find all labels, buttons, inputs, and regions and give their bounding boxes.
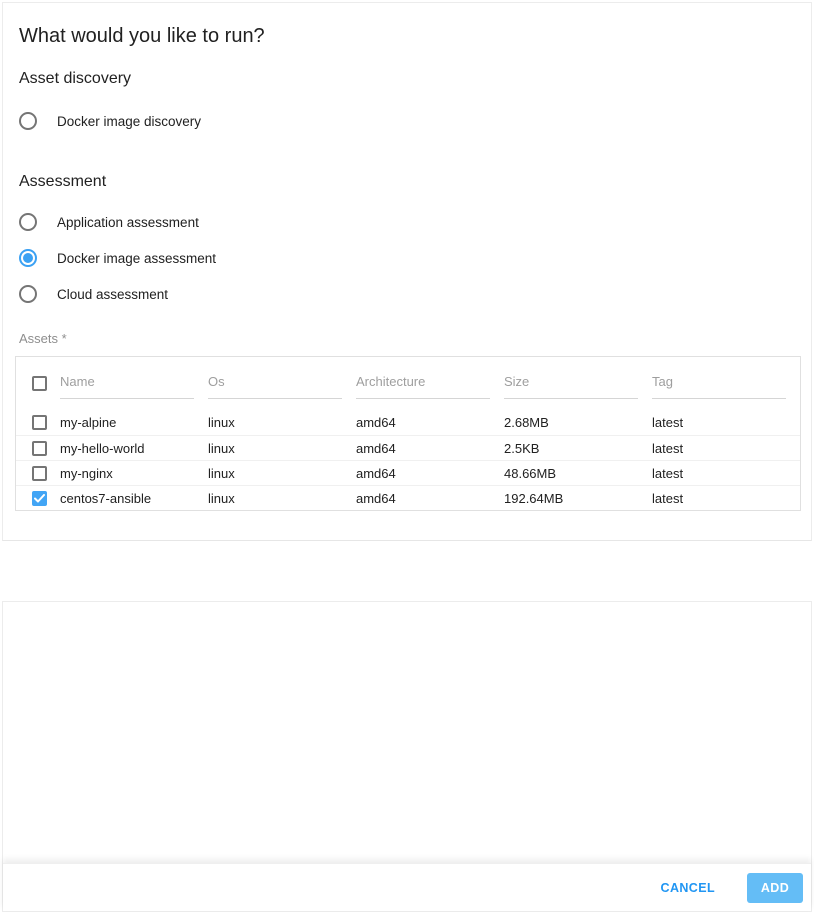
cell-architecture: amd64 <box>356 465 396 481</box>
row-checkbox-cell <box>16 441 60 456</box>
section-heading-asset-discovery: Asset discovery <box>19 70 132 87</box>
table-row-centos7-ansible <box>16 485 800 510</box>
assets-table-header <box>16 357 800 410</box>
select-all-checkbox[interactable] <box>32 376 47 391</box>
select-all-cell <box>16 376 60 391</box>
radio-docker-image-discovery[interactable] <box>19 111 795 131</box>
column-filter-tag[interactable]: Tag <box>652 374 786 399</box>
cell-name: centos7-ansible <box>60 490 152 506</box>
assets-field-label: Assets * <box>19 331 67 346</box>
radio-label: Cloud assessment <box>57 286 169 302</box>
cell-os: linux <box>208 490 235 506</box>
column-filter-os[interactable]: Os <box>208 374 342 399</box>
cell-architecture: amd64 <box>356 440 396 456</box>
radio-label: Application assessment <box>57 214 199 230</box>
cell-architecture: amd64 <box>356 490 396 506</box>
radio-unselected-icon <box>19 112 37 130</box>
row-checkbox-cell <box>16 466 60 481</box>
radio-label: Docker image assessment <box>57 250 217 266</box>
cell-os: linux <box>208 415 235 430</box>
radio-unselected-icon <box>19 285 37 303</box>
cell-tag: latest <box>652 440 684 456</box>
table-row-my-alpine <box>16 410 800 435</box>
column-filter-name[interactable]: Name <box>60 374 194 399</box>
run-dialog <box>2 2 812 541</box>
cell-size: 48.66MB <box>504 465 557 481</box>
cell-tag: latest <box>652 490 684 506</box>
cell-size: 2.68MB <box>504 415 549 430</box>
row-checkbox[interactable] <box>32 415 47 430</box>
table-row-my-hello-world <box>16 435 800 460</box>
check-icon <box>34 494 45 503</box>
cancel-button[interactable]: CANCEL <box>645 872 731 904</box>
radio-docker-image-assessment[interactable] <box>19 248 795 268</box>
row-checkbox[interactable] <box>32 466 47 481</box>
column-filter-size[interactable]: Size <box>504 374 638 399</box>
dialog-title: What would you like to run? <box>19 25 265 47</box>
row-checkbox[interactable] <box>32 441 47 456</box>
dialog-footer <box>3 863 811 911</box>
cell-architecture: amd64 <box>356 415 396 430</box>
cell-size: 2.5KB <box>504 440 540 456</box>
row-checkbox-checked[interactable] <box>32 491 47 506</box>
cell-os: linux <box>208 440 235 456</box>
cell-tag: latest <box>652 415 684 430</box>
cell-name: my-nginx <box>60 465 113 481</box>
row-checkbox-cell <box>16 491 60 506</box>
table-row-my-nginx <box>16 460 800 485</box>
cell-tag: latest <box>652 465 684 481</box>
add-button[interactable]: ADD <box>747 873 803 903</box>
radio-unselected-icon <box>19 213 37 231</box>
dialog-lower-card <box>2 601 812 912</box>
radio-label: Docker image discovery <box>57 113 202 129</box>
column-filter-architecture[interactable]: Architecture <box>356 374 490 399</box>
radio-selected-icon <box>19 249 37 267</box>
section-heading-assessment: Assessment <box>19 173 107 190</box>
assets-table <box>15 356 801 511</box>
cell-os: linux <box>208 465 235 481</box>
cell-size: 192.64MB <box>504 490 564 506</box>
cell-name: my-alpine <box>60 415 117 430</box>
radio-cloud-assessment[interactable] <box>19 284 795 304</box>
radio-application-assessment[interactable] <box>19 212 795 232</box>
row-checkbox-cell <box>16 415 60 430</box>
cell-name: my-hello-world <box>60 440 145 456</box>
